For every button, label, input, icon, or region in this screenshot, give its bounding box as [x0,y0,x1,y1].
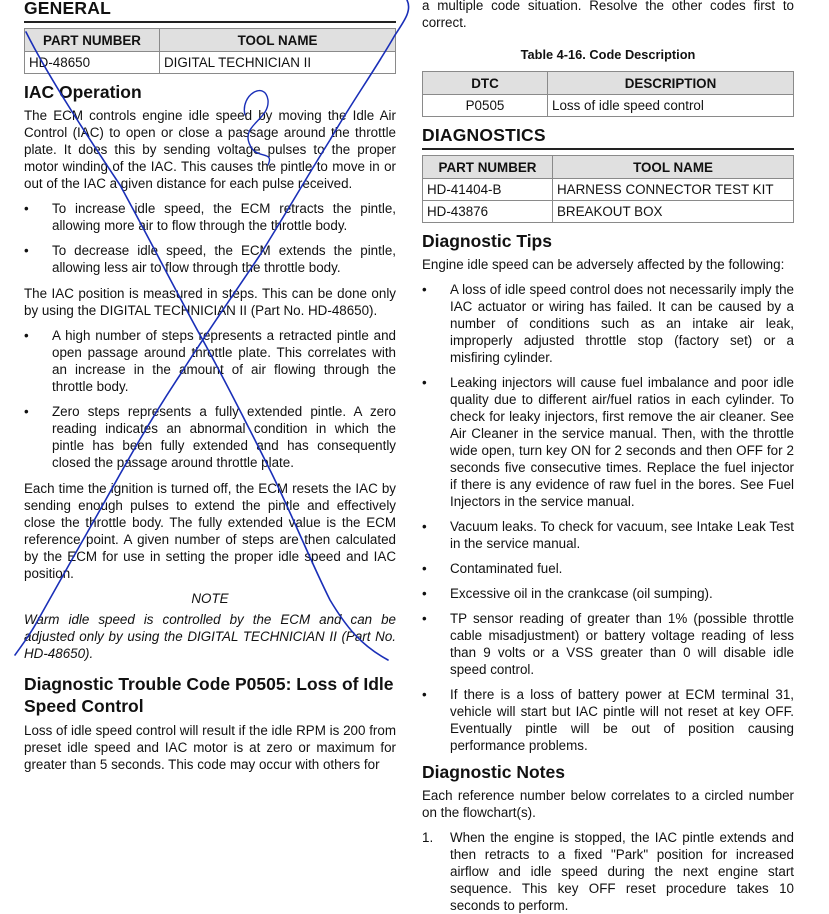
notes-intro: Each reference number below correlates to a circled number on the flowchart(s). [422,788,794,820]
left-column [24,0,396,773]
table-header: PART NUMBER [423,156,553,179]
table-cell: BREAKOUT BOX [553,201,794,223]
iac-heading: IAC Operation [24,82,142,102]
general-heading: GENERAL [24,0,111,18]
table-header: TOOL NAME [160,29,396,52]
table-cell: P0505 [423,95,548,117]
list-item: • To decrease idle speed, the ECM extends the pintle, allowing less air to flow through the throttle body. [24,243,396,275]
table-cell: HARNESS CONNECTOR TEST KIT [553,179,794,201]
list-item: • If there is a loss of battery power at ECM terminal 31, vehicle will start but IAC pintle will not reset at key OFF. Eventually pintle will be out of position causing performance problems. [422,687,794,753]
list-item: • To increase idle speed, the ECM retracts the pintle, allowing more air to flow through the throttle body. [24,201,396,233]
table-header: DESCRIPTION [548,72,794,95]
list-item: 1. When the engine is stopped, the IAC pintle extends and then retracts to a fixed "Park" position for increased airflow and idle speed during the next engine start sequence. This key OFF reset procedure takes 10 seconds to perform. [422,830,794,913]
note-body: Warm idle speed is controlled by the ECM and can be adjusted only by using the DIGITAL TECHNICIAN II (Part No. HD-48650). [24,612,396,661]
continued-paragraph: a multiple code situation. Resolve the other codes first to correct. [422,0,794,30]
iac-paragraph-2: The IAC position is measured in steps. This can be done only by using the DIGITAL TECHNICIAN II (Part No. HD-48650). [24,286,396,318]
list-item: • Leaking injectors will cause fuel imbalance and poor idle quality due to different air/fuel ratios in each cylinder. To check for leaky injectors, first remove the air cleaner. See Air Cleaner in the service manual. Then, with the throttle wide open, turn key ON for 2 seconds and then OFF for 2 seconds five consecutive times. Replace the fuel injector if there is any evidence of raw fuel in the bores. See Fuel Injectors in the service manual. [422,375,794,509]
table-header: PART NUMBER [25,29,160,52]
table-row [25,52,396,74]
right-column [422,0,794,914]
code-description-table [422,71,794,117]
table-row [423,95,794,117]
table-cell: HD-48650 [25,52,160,74]
list-item: • Zero steps represents a fully extended pintle. A zero reading indicates an abnormal condition in which the pintle has been fully extended and has consequently closed the passage around throttle plate. [24,404,396,470]
table-header: DTC [423,72,548,95]
section-rule [24,21,396,23]
list-item: • Excessive oil in the crankcase (oil sumping). [422,586,713,601]
tips-heading: Diagnostic Tips [422,231,552,251]
table-cell: DIGITAL TECHNICIAN II [160,52,396,74]
table-header: TOOL NAME [553,156,794,179]
table-caption: Table 4-16. Code Description [520,47,696,62]
dtc-heading: Diagnostic Trouble Code P0505: Loss of Idle Speed Control [24,674,394,716]
tips-bullet-list [422,281,794,754]
diagnostics-tool-table [422,155,794,223]
iac-paragraph-3: Each time the ignition is turned off, the ECM resets the IAC by sending enough pulses to extend the pintle and effectively close the throttle body. The fully extended value is the ECM reference point. A given number of steps are then calculated by the ECM for use in setting the proper idle speed and IAC position. [24,481,396,581]
table-cell: HD-43876 [423,201,553,223]
table-row [423,179,794,201]
list-item: • A loss of idle speed control does not necessarily imply the IAC actuator or wiring has failed. It can be caused by a number of conditions such as an intake air leak, improperly adjusted throttle stop (factory set) or a misfiring cylinder. [422,282,794,365]
section-rule [422,148,794,150]
iac-bullet-list-1 [24,200,396,276]
table-cell: HD-41404-B [423,179,553,201]
general-tool-table [24,28,396,74]
table-cell: Loss of idle speed control [548,95,794,117]
table-row [423,201,794,223]
dtc-paragraph: Loss of idle speed control will result if the idle RPM is 200 from preset idle speed and IAC motor is at zero or maximum for greater than 5 seconds. This code may occur with others for [24,723,396,772]
notes-heading: Diagnostic Notes [422,762,565,782]
tips-intro: Engine idle speed can be adversely affected by the following: [422,257,785,272]
list-item: • Contaminated fuel. [422,561,563,576]
list-item: • Vacuum leaks. To check for vacuum, see Intake Leak Test in the service manual. [422,519,794,551]
iac-paragraph-1: The ECM controls engine idle speed by moving the Idle Air Control (IAC) to open or close a passage around the throttle plate. It does this by sending voltage pulses to the proper motor winding of the IAC. This causes the pintle to move in or out of the IAC a given distance for each pulse received. [24,108,396,191]
notes-numbered-list [422,829,794,914]
iac-bullet-list-2 [24,327,396,471]
list-item: • A high number of steps represents a retracted pintle and open passage around throttle plate. This correlates with an increase in the amount of air flowing through the throttle body. [24,328,396,394]
diagnostics-heading: DIAGNOSTICS [422,125,546,145]
list-item: • TP sensor reading of greater than 1% (possible throttle cable misadjustment) or battery voltage reading of less than 9 volts or a VSS greater than 0 will disable idle speed control. [422,611,794,677]
note-title: NOTE [191,591,229,606]
